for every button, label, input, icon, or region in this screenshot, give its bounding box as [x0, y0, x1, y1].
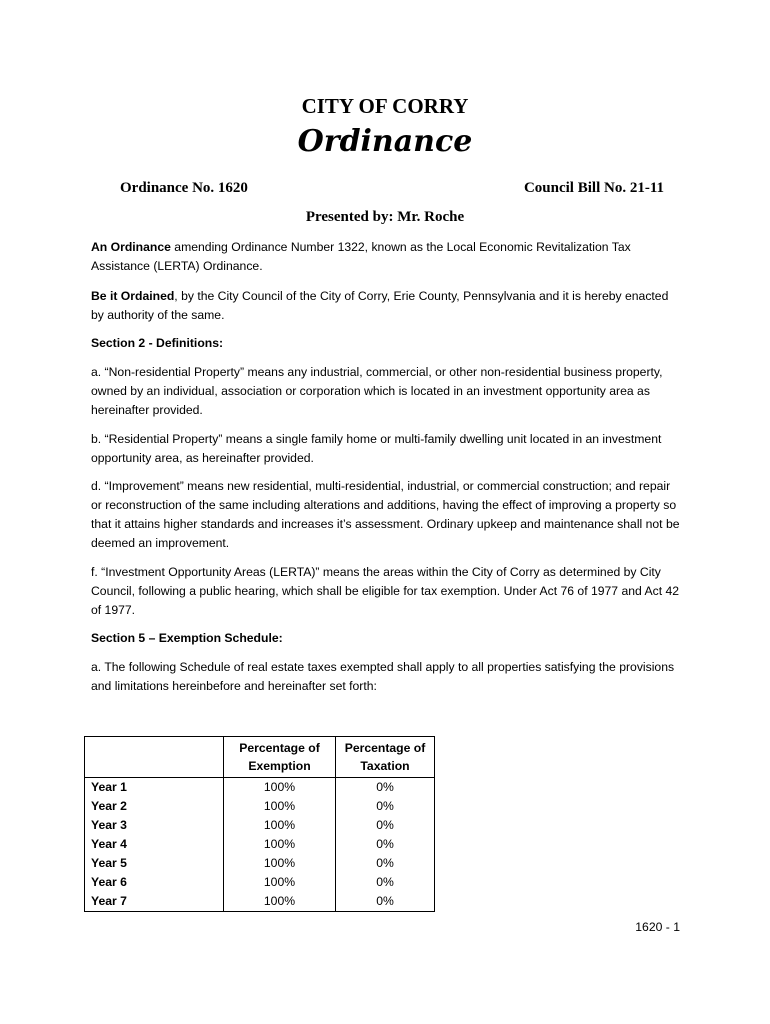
definition-d: d. “Improvement” means new residential, multi-residential, industrial, or commercial construction; and repair or reconstruction of the same including alterations and additions, having the effect of improving a property so that it attains higher standards and increases it’s assessment. Ordinary upkeep and maintenance shall not be deemed an improvement. [91, 479, 680, 550]
table-corner-cell [85, 737, 224, 778]
taxation-cell: 0% [336, 892, 435, 912]
intro-lead: An Ordinance [91, 240, 171, 254]
taxation-cell: 0% [336, 778, 435, 798]
table-row [85, 835, 435, 854]
presented-by: Presented by: Mr. Roche [305, 209, 465, 225]
definition-b: b. “Residential Property” means a single family home or multi-family dwelling unit located in an investment opportunity area, as hereinafter provided. [91, 432, 662, 465]
year-cell: Year 3 [85, 816, 224, 835]
taxation-cell: 0% [336, 854, 435, 873]
exemption-schedule-table [84, 736, 435, 912]
table-row [85, 854, 435, 873]
taxation-cell: 0% [336, 835, 435, 854]
enactment-paragraph [91, 287, 683, 325]
table-row [85, 873, 435, 892]
section-5-a: a. The following Schedule of real estate taxes exempted shall apply to all properties satisfying the provisions and limitations hereinbefore and hereinafter set forth: [91, 660, 675, 693]
section-2-heading: Section 2 - Definitions: [91, 336, 224, 350]
page-number: 1620 - 1 [635, 920, 680, 934]
taxation-cell: 0% [336, 797, 435, 816]
intro-paragraph [91, 238, 683, 276]
ordinance-number: Ordinance No. 1620 [120, 180, 248, 196]
taxation-cell: 0% [336, 816, 435, 835]
table-row [85, 892, 435, 912]
intro-text: amending Ordinance Number 1322, known as the Local Economic Revitalization Tax Assistance (LERTA) Ordinance. [91, 240, 631, 273]
exemption-cell: 100% [224, 778, 336, 798]
column-header-taxation: Percentage of Taxation [336, 737, 435, 778]
year-cell: Year 2 [85, 797, 224, 816]
definition-a: a. “Non-residential Property” means any industrial, commercial, or other non-residential business property, owned by an individual, association or corporation which is located in an investment opportunity area as hereinafter provided. [91, 365, 663, 417]
year-cell: Year 7 [85, 892, 224, 912]
table-row [85, 797, 435, 816]
exemption-cell: 100% [224, 835, 336, 854]
table-header-row [85, 737, 435, 778]
exemption-cell: 100% [224, 873, 336, 892]
year-cell: Year 4 [85, 835, 224, 854]
ordinance-title: Ordinance [297, 124, 473, 159]
table-row [85, 778, 435, 798]
year-cell: Year 1 [85, 778, 224, 798]
exemption-cell: 100% [224, 797, 336, 816]
year-cell: Year 5 [85, 854, 224, 873]
exemption-cell: 100% [224, 854, 336, 873]
year-cell: Year 6 [85, 873, 224, 892]
section-5-heading: Section 5 – Exemption Schedule: [91, 631, 283, 645]
definition-f: f. “Investment Opportunity Areas (LERTA)” means the areas within the City of Corry as determined by City Council, following a public hearing, which shall be eligible for tax exemption. Under Act 76 of 1977 and Act 42 of 1977. [91, 565, 680, 617]
exemption-cell: 100% [224, 892, 336, 912]
enact-text: , by the City Council of the City of Corry, Erie County, Pennsylvania and it is hereby enacted by authority of the same. [91, 289, 669, 322]
enact-lead: Be it Ordained [91, 289, 175, 303]
taxation-cell: 0% [336, 873, 435, 892]
city-heading: CITY OF CORRY [301, 94, 469, 118]
exemption-cell: 100% [224, 816, 336, 835]
column-header-exemption: Percentage of Exemption [224, 737, 336, 778]
table-row [85, 816, 435, 835]
council-bill-number: Council Bill No. 21-11 [523, 180, 664, 196]
